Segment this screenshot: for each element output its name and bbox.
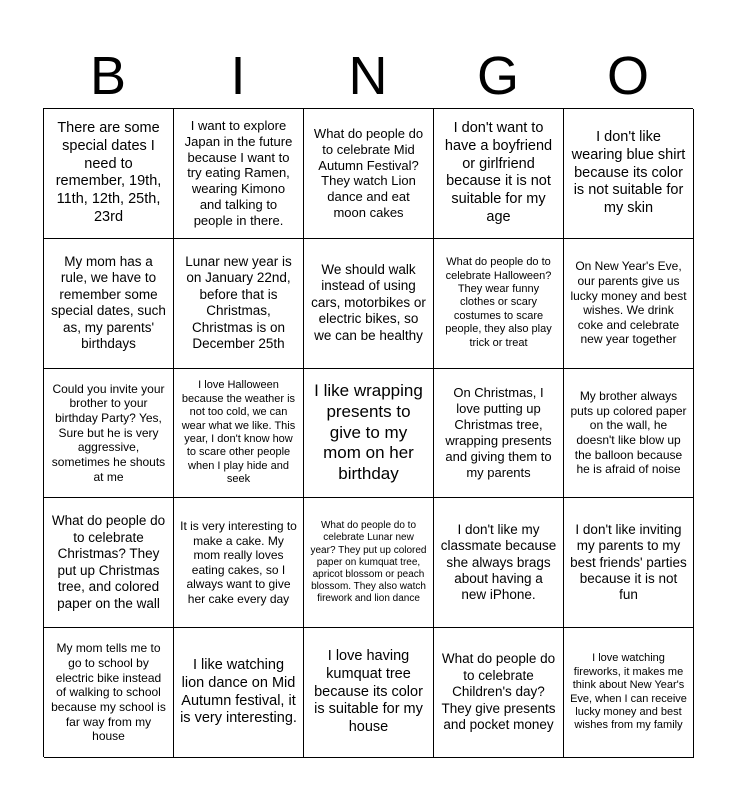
bingo-cell-r2c2[interactable]	[174, 239, 304, 369]
bingo-cell-r5c4[interactable]	[434, 628, 564, 758]
cell-text: I love watching fireworks, it makes me think about New Year's Eve, when I can receive lucky money and best wishes from my family	[570, 652, 687, 732]
cell-text: My mom tells me to go to school by electric bike instead of walking to school because my school is far way from my house	[51, 641, 166, 744]
bingo-header	[43, 44, 693, 108]
bingo-cell-r2c3[interactable]	[304, 239, 434, 369]
bingo-cell-r3c4[interactable]	[434, 369, 564, 499]
cell-text: I don't want to have a boyfriend or girlfriend because it is not suitable for my age	[444, 120, 553, 225]
bingo-cell-r4c4[interactable]	[434, 498, 564, 628]
cell-text: What do people do to celebrate Children's day? They give presents and pocket money	[441, 651, 556, 733]
cell-text: I don't like my classmate because she always brags about having a new iPhone.	[440, 521, 557, 603]
cell-text: It is very interesting to make a cake. My mom really loves eating cakes, so I always want to give her cake every day	[180, 518, 297, 607]
cell-text: I like watching lion dance on Mid Autumn festival, it is very interesting.	[180, 657, 297, 727]
bingo-cell-r1c1[interactable]	[44, 109, 174, 239]
bingo-cell-r3c5[interactable]	[564, 369, 694, 499]
bingo-cell-r5c3[interactable]	[304, 628, 434, 758]
bingo-cell-r2c5[interactable]	[564, 239, 694, 369]
cell-text: What do people do to celebrate Mid Autumn Festival? They watch Lion dance and eat moon cakes	[313, 125, 424, 221]
header-letter-g: G	[476, 46, 519, 106]
bingo-cell-r4c2[interactable]	[174, 498, 304, 628]
cell-text: What do people do to celebrate Lunar new year? They put up colored paper on kumquat tree, apricot blossom or peach blossom. They also watch firework and lion dance	[310, 520, 427, 605]
bingo-cell-r1c2[interactable]	[174, 109, 304, 239]
cell-text: I like wrapping presents to give to my mom on her birthday	[314, 381, 423, 484]
bingo-cell-r1c4[interactable]	[434, 109, 564, 239]
cell-text: My mom has a rule, we have to remember some special dates, such as, my parents' birthdays	[51, 253, 166, 352]
header-letter-i: I	[230, 46, 246, 106]
cell-text: On New Year's Eve, our parents give us lucky money and best wishes. We drink coke and celebrate new year together	[570, 259, 687, 347]
header-letter-b: B	[89, 46, 127, 106]
cell-text: What do people do to celebrate Christmas? They put up Christmas tree, and colored paper on the wall	[51, 513, 166, 611]
cell-text: What do people do to celebrate Halloween? They wear funny clothes or scary costumes to scare people, they also play trick or treat	[445, 256, 552, 349]
cell-text: There are some special dates I need to remember, 19th, 11th, 12th, 25th, 23rd	[55, 120, 162, 225]
bingo-cell-r3c2[interactable]	[174, 369, 304, 499]
bingo-cell-r1c5[interactable]	[564, 109, 694, 239]
bingo-cell-r3c3[interactable]	[304, 369, 434, 499]
bingo-cell-r2c1[interactable]	[44, 239, 174, 369]
bingo-cell-r2c4[interactable]	[434, 239, 564, 369]
bingo-cell-r5c1[interactable]	[44, 628, 174, 758]
cell-text: Lunar new year is on January 22nd, before that is Christmas, Christmas is on December 25th	[185, 253, 292, 352]
cell-text: I love Halloween because the weather is not too cold, we can wear what we like. This year, I don't know how to scare other people when I play hide and seek	[181, 379, 296, 486]
bingo-cell-r5c2[interactable]	[174, 628, 304, 758]
cell-text: I love having kumquat tree because its color is suitable for my house	[314, 648, 423, 736]
bingo-cell-r1c3[interactable]	[304, 109, 434, 239]
bingo-grid	[43, 108, 693, 757]
cell-text: I don't like wearing blue shirt because its color is not suitable for my skin	[571, 129, 686, 216]
header-letter-o: O	[606, 46, 649, 106]
cell-text: I want to explore Japan in the future because I want to try eating Ramen, wearing Kimono and talking to people in there.	[184, 117, 293, 229]
cell-text: Could you invite your brother to your birthday Party? Yes, Sure but he is very aggressive, sometimes he shouts at me	[51, 381, 166, 484]
bingo-cell-r5c5[interactable]	[564, 628, 694, 758]
cell-text: My brother always puts up colored paper on the wall, he doesn't like blow up the balloon because he is afraid of noise	[570, 389, 687, 477]
bingo-cell-r3c1[interactable]	[44, 369, 174, 499]
cell-text: On Christmas, I love putting up Christmas tree, wrapping presents and giving them to my parents	[445, 385, 552, 480]
cell-text: We should walk instead of using cars, motorbikes or electric bikes, so we can be healthy	[311, 262, 426, 343]
bingo-cell-r4c5[interactable]	[564, 498, 694, 628]
bingo-cell-r4c3[interactable]	[304, 498, 434, 628]
header-letter-n: N	[348, 46, 388, 106]
cell-text: I don't like inviting my parents to my best friends' parties because it is not fun	[570, 521, 687, 603]
bingo-cell-r4c1[interactable]	[44, 498, 174, 628]
